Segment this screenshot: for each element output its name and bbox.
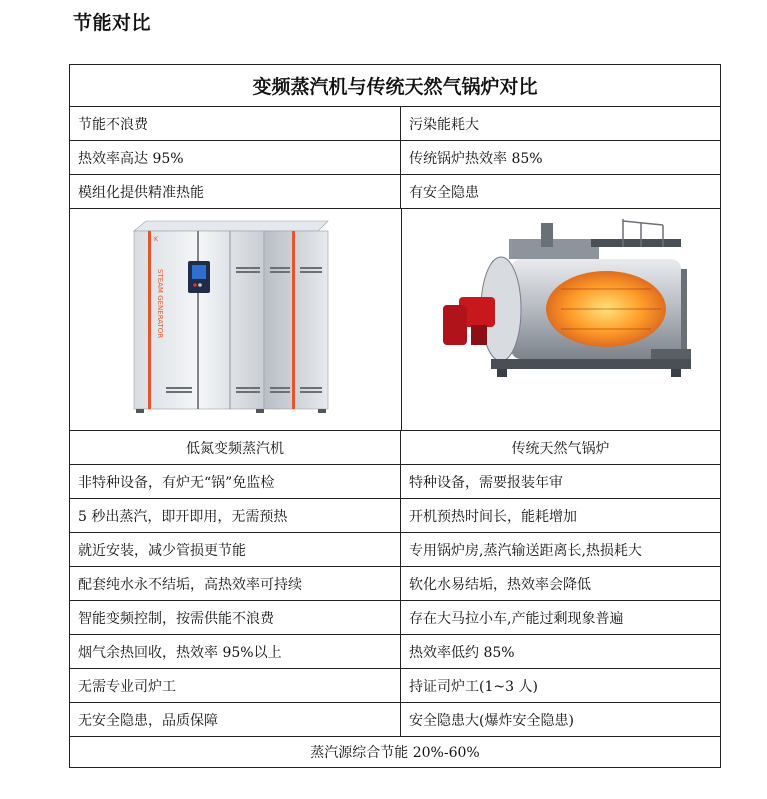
table-row <box>70 601 720 635</box>
right-cell: 安全隐患大(爆炸安全隐患) <box>409 712 574 729</box>
steam-generator-image <box>70 209 401 431</box>
table-footer-row <box>70 737 720 767</box>
left-cell: 就近安装，减少管损更节能 <box>70 533 401 566</box>
left-cell: 无需专业司炉工 <box>70 669 401 702</box>
left-cell: 烟气余热回收，热效率 95%以上 <box>70 635 401 668</box>
left-cell: 节能不浪费 <box>70 107 401 140</box>
left-cell: 智能变频控制，按需供能不浪费 <box>70 601 401 634</box>
caption-row <box>70 431 720 465</box>
steam-generator-image-cell <box>70 209 402 430</box>
right-cell: 污染能耗大 <box>409 116 479 133</box>
right-cell: 热效率低约 85% <box>409 644 515 661</box>
table-row <box>70 703 720 737</box>
table-row <box>70 175 720 209</box>
right-cell: 特种设备，需要报装年审 <box>409 474 563 491</box>
right-cell: 开机预热时间长，能耗增加 <box>409 508 577 525</box>
gas-boiler-image <box>401 209 721 431</box>
page-heading: 节能对比 <box>73 12 152 34</box>
table-title-row <box>70 65 720 107</box>
table-row <box>70 635 720 669</box>
table-row <box>70 141 720 175</box>
right-cell: 持证司炉工(1~3 人) <box>409 678 538 695</box>
table-row <box>70 669 720 703</box>
energy-saving-summary: 蒸汽源综合节能 20%-60% <box>310 745 480 761</box>
table-row <box>70 107 720 141</box>
left-cell: 热效率高达 95% <box>70 141 401 174</box>
right-cell: 专用锅炉房,蒸汽输送距离长,热损耗大 <box>409 542 642 559</box>
right-cell: 传统锅炉热效率 85% <box>409 150 543 167</box>
right-cell: 有安全隐患 <box>409 184 479 201</box>
gas-boiler-image-cell <box>401 209 720 430</box>
gas-boiler-caption: 传统天然气锅炉 <box>511 440 610 457</box>
table-row <box>70 499 720 533</box>
table-row <box>70 567 720 601</box>
left-cell: 模组化提供精准热能 <box>70 175 401 208</box>
left-cell: 无安全隐患，品质保障 <box>70 703 401 736</box>
svg-text:K: K <box>154 236 158 243</box>
left-cell: 5 秒出蒸汽，即开即用，无需预热 <box>70 499 401 532</box>
steam-generator-caption: 低氮变频蒸汽机 <box>70 431 401 464</box>
right-cell: 软化水易结垢，热效率会降低 <box>409 576 591 593</box>
table-row <box>70 533 720 567</box>
image-row <box>70 209 720 431</box>
left-cell: 非特种设备，有炉无“锅”免监检 <box>70 465 401 498</box>
right-cell: 存在大马拉小车,产能过剩现象普遍 <box>409 610 624 627</box>
comparison-table <box>69 64 721 768</box>
left-cell: 配套纯水永不结垢，高热效率可持续 <box>70 567 401 600</box>
table-row <box>70 465 720 499</box>
steam-generator-brand-text: STEAM GENERATOR <box>156 269 164 339</box>
table-title: 变频蒸汽机与传统天然气锅炉对比 <box>252 76 538 98</box>
